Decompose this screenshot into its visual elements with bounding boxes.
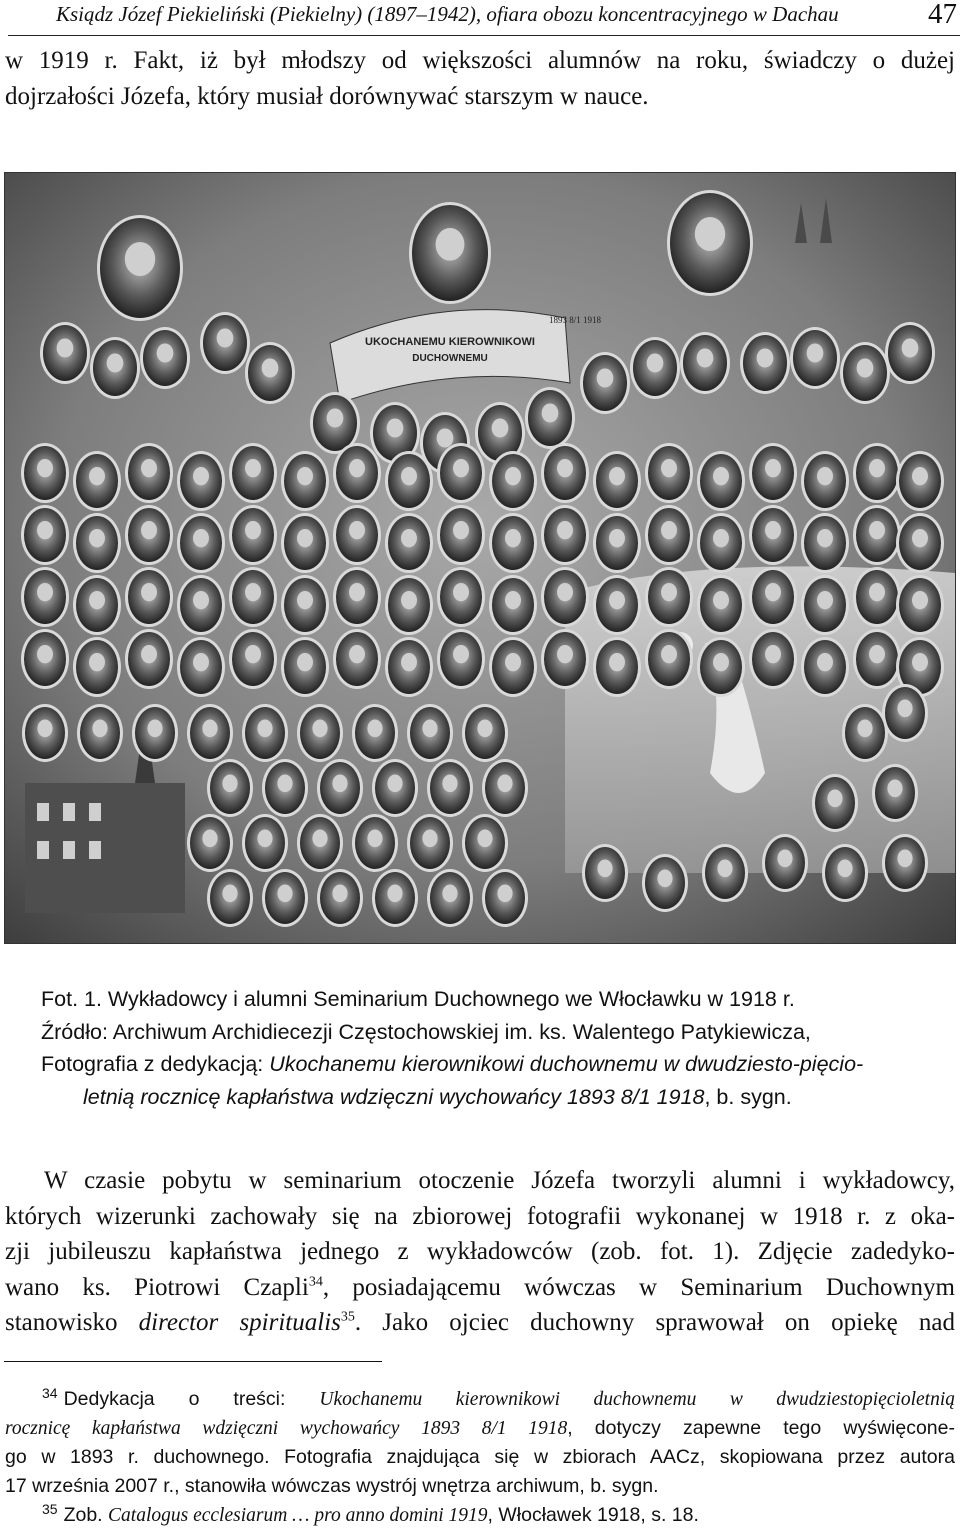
portrait-oval [73, 637, 121, 697]
para-line-5-b: . Jako ojciec duchowny sprawował on opiekę nad [354, 1309, 955, 1336]
footnote-34-line-1 [5, 1385, 955, 1414]
photo-caption [41, 983, 960, 1113]
portrait-oval [853, 629, 901, 689]
portrait-oval [372, 759, 418, 817]
portrait-oval [697, 575, 745, 635]
portrait-oval [187, 704, 233, 762]
footnote-35 [5, 1501, 955, 1530]
portrait-oval [885, 322, 935, 384]
portrait-oval [593, 513, 641, 573]
footnote-34-number: 34 [42, 1384, 58, 1401]
portrait-oval [697, 513, 745, 573]
portrait-oval [281, 451, 329, 511]
para-line-4-a: wano ks. Piotrowi Czapli [5, 1273, 309, 1301]
portrait-oval [462, 704, 508, 762]
para-line-2: których wizerunki zachowały się na zbiorowej fotografii wykonanej w 1918 r. z oka- [5, 1202, 955, 1230]
portrait-oval [680, 332, 730, 394]
portrait-oval [187, 814, 233, 872]
portrait-oval [525, 387, 575, 449]
portrait-oval [352, 814, 398, 872]
portrait-oval [642, 854, 688, 912]
portrait-oval [22, 704, 68, 762]
portrait-oval [541, 505, 589, 565]
caption-line-4-suffix: , b. sygn. [704, 1084, 792, 1109]
portrait-oval [749, 443, 797, 503]
portrait-oval [593, 451, 641, 511]
portrait-oval [77, 704, 123, 762]
portrait-oval [489, 451, 537, 511]
caption-line-4-italic: letnią rocznicę kapłaństwa wdzięczni wychowańcy 1893 8/1 1918 [83, 1084, 705, 1109]
portrait-oval [801, 637, 849, 697]
portrait-oval [437, 443, 485, 503]
footnote-34-line-2 [5, 1414, 955, 1443]
portrait-oval [97, 215, 183, 321]
portrait-oval [896, 575, 944, 635]
portrait-oval [385, 637, 433, 697]
portrait-oval [482, 869, 528, 927]
portrait-oval [462, 814, 508, 872]
portrait-oval [630, 337, 680, 399]
portrait-oval [437, 505, 485, 565]
portrait-oval [333, 443, 381, 503]
portrait-oval [762, 834, 808, 892]
portrait-oval [840, 342, 890, 404]
footnote-ref-34[interactable]: 34 [308, 1274, 323, 1290]
portrait-oval [177, 451, 225, 511]
portrait-oval [385, 575, 433, 635]
portrait-oval [207, 759, 253, 817]
footnote-35-suffix: , Włocławek 1918, s. 18. [487, 1504, 699, 1526]
portrait-oval [297, 704, 343, 762]
portrait-oval [229, 505, 277, 565]
portrait-oval [790, 327, 840, 389]
portrait-oval [21, 629, 69, 689]
portrait-oval [697, 451, 745, 511]
portrait-oval [372, 869, 418, 927]
caption-line-2: Źródło: Archiwum Archidiecezji Częstochowskiej im. ks. Walentego Patykiewicza, [41, 1019, 811, 1044]
portrait-oval [427, 759, 473, 817]
portrait-oval [242, 814, 288, 872]
portrait-oval [645, 567, 693, 627]
portrait-oval [132, 704, 178, 762]
portrait-oval [702, 844, 748, 902]
footnote-rule [4, 1361, 382, 1362]
portrait-oval [667, 190, 753, 296]
photo-collage [5, 173, 955, 943]
portrait-oval [427, 869, 473, 927]
intro-paragraph [5, 43, 955, 114]
caption-line-3-prefix: Fotografia z dedykacją: [41, 1052, 270, 1076]
portrait-oval [21, 567, 69, 627]
banner-line-1: UKOCHANEMU KIEROWNIKOWI [365, 336, 535, 348]
portrait-oval [125, 505, 173, 565]
portrait-oval [352, 704, 398, 762]
portrait-oval [333, 567, 381, 627]
header-rule [8, 35, 960, 36]
portrait-oval [801, 451, 849, 511]
portrait-oval [229, 567, 277, 627]
portrait-oval [125, 629, 173, 689]
footnote-35-prefix: Zob. [63, 1504, 109, 1526]
portrait-oval [489, 637, 537, 697]
footnote-35-number: 35 [42, 1500, 58, 1517]
portrait-oval [207, 869, 253, 927]
portrait-oval [177, 637, 225, 697]
year-stamp: 1893 8/1 1918 [548, 315, 602, 325]
banner-line-2: DUCHOWNEMU [412, 353, 488, 364]
portrait-oval [872, 764, 918, 822]
portrait-oval [801, 513, 849, 573]
portrait-oval [541, 629, 589, 689]
para-line-4-b: , posiadającemu wówczas w Seminarium Duchownym [322, 1273, 955, 1301]
caption-line-3 [41, 1048, 960, 1081]
footnote-34-italic-1: Ukochanemu kierownikowi duchownemu w dwudziestopięcioletnią [319, 1389, 955, 1410]
portrait-oval [21, 505, 69, 565]
portrait-oval [593, 575, 641, 635]
portrait-oval [200, 312, 250, 374]
portrait-oval [580, 352, 630, 414]
running-title: Ksiądz Józef Piekieliński (Piekielny) (1897–1942), ofiara obozu koncentracyjnego w Dachau [56, 2, 839, 26]
portrait-oval [437, 629, 485, 689]
portrait-oval [125, 567, 173, 627]
footnote-34-line-4: 17 września 2007 r., stanowiła wówczas wystrój wnętrza archiwum, b. sygn. [5, 1475, 659, 1497]
portrait-oval [73, 575, 121, 635]
portrait-oval [262, 869, 308, 927]
portrait-oval [281, 637, 329, 697]
portrait-oval [482, 759, 528, 817]
intro-line-1: w 1919 r. Fakt, iż był młodszy od większości alumnów na roku, świadczy o dużej [5, 47, 955, 74]
portrait-oval [281, 575, 329, 635]
portrait-oval [853, 567, 901, 627]
footnote-34-prefix: Dedykacja o treści: [63, 1388, 320, 1410]
caption-line-3-italic: Ukochanemu kierownikowi duchownemu w dwudziesto-pięcio- [269, 1052, 864, 1076]
portrait-oval [125, 443, 173, 503]
portrait-oval [853, 505, 901, 565]
portrait-oval [40, 322, 90, 384]
portrait-oval [281, 513, 329, 573]
portrait-oval [177, 513, 225, 573]
portrait-oval [882, 834, 928, 892]
portrait-oval [73, 451, 121, 511]
para-line-1: W czasie pobytu w seminarium otoczenie Józefa tworzyli alumni i wykładowcy, [44, 1167, 955, 1194]
main-paragraph [5, 1163, 955, 1341]
para-line-5-a: stanowisko [5, 1309, 139, 1336]
portrait-oval [229, 443, 277, 503]
portrait-oval [749, 505, 797, 565]
portrait-oval [740, 332, 790, 394]
portrait-oval [697, 637, 745, 697]
portrait-oval [749, 567, 797, 627]
footnote-ref-35[interactable]: 35 [340, 1309, 355, 1325]
portrait-oval [385, 513, 433, 573]
portrait-oval [812, 774, 858, 832]
portrait-oval [489, 575, 537, 635]
portrait-oval [21, 443, 69, 503]
portrait-oval [842, 704, 888, 762]
portrait-oval [407, 814, 453, 872]
para-line-4 [5, 1270, 955, 1306]
portrait-oval [801, 575, 849, 635]
para-line-5-italic: director spiritualis [138, 1309, 341, 1336]
para-line-5 [5, 1305, 955, 1341]
portrait-oval [582, 844, 628, 902]
portrait-oval [541, 443, 589, 503]
portrait-oval [896, 451, 944, 511]
portrait-oval [645, 629, 693, 689]
portrait-oval [317, 759, 363, 817]
portrait-oval [297, 814, 343, 872]
portrait-oval [242, 704, 288, 762]
caption-line-1: Fot. 1. Wykładowcy i alumni Seminarium Duchownego we Włocławku w 1918 r. [41, 987, 795, 1011]
footnote-34-suffix: , dotyczy zapewne tego wyświęcone- [567, 1417, 955, 1439]
footnote-34-line-3: go w 1893 r. duchownego. Fotografia znajdująca się w zbiorach AACz, skopiowana przez autora [5, 1446, 955, 1468]
intro-line-2: dojrzałości Józefa, który musiał dorównywać starszym w nauce. [5, 82, 649, 110]
footnote-35-italic: Catalogus ecclesiarum … pro anno domini 1919 [108, 1505, 488, 1526]
portrait-oval [90, 337, 140, 399]
caption-line-4 [41, 1081, 960, 1114]
portrait-oval [822, 844, 868, 902]
portrait-oval [749, 629, 797, 689]
page-number: 47 [928, 0, 957, 30]
portrait-oval [73, 513, 121, 573]
portrait-oval [541, 567, 589, 627]
portrait-oval [262, 759, 308, 817]
portrait-oval [229, 629, 277, 689]
portrait-oval [333, 505, 381, 565]
portrait-oval [645, 443, 693, 503]
footnotes [5, 1385, 955, 1530]
portrait-oval [333, 629, 381, 689]
running-head [0, 0, 960, 40]
portrait-oval [245, 342, 295, 404]
portrait-oval [140, 327, 190, 389]
portrait-oval [437, 567, 485, 627]
portrait-oval [407, 704, 453, 762]
portrait-oval [896, 513, 944, 573]
portrait-oval [385, 451, 433, 511]
portrait-oval [489, 513, 537, 573]
portrait-oval [177, 575, 225, 635]
portrait-oval [593, 637, 641, 697]
portrait-oval [645, 505, 693, 565]
footnote-34-italic-2: rocznicę kapłaństwa wdzięczni wychowańcy 1893 8/1 1918 [5, 1418, 568, 1439]
portrait-oval [853, 443, 901, 503]
portrait-oval [882, 684, 928, 742]
portrait-oval [409, 202, 491, 304]
para-line-3: zji jubileuszu kapłaństwa jednego z wykładowców (zob. fot. 1). Zdjęcie zadedyko- [5, 1238, 955, 1265]
seminary-group-photograph [4, 172, 956, 944]
portrait-oval [317, 869, 363, 927]
